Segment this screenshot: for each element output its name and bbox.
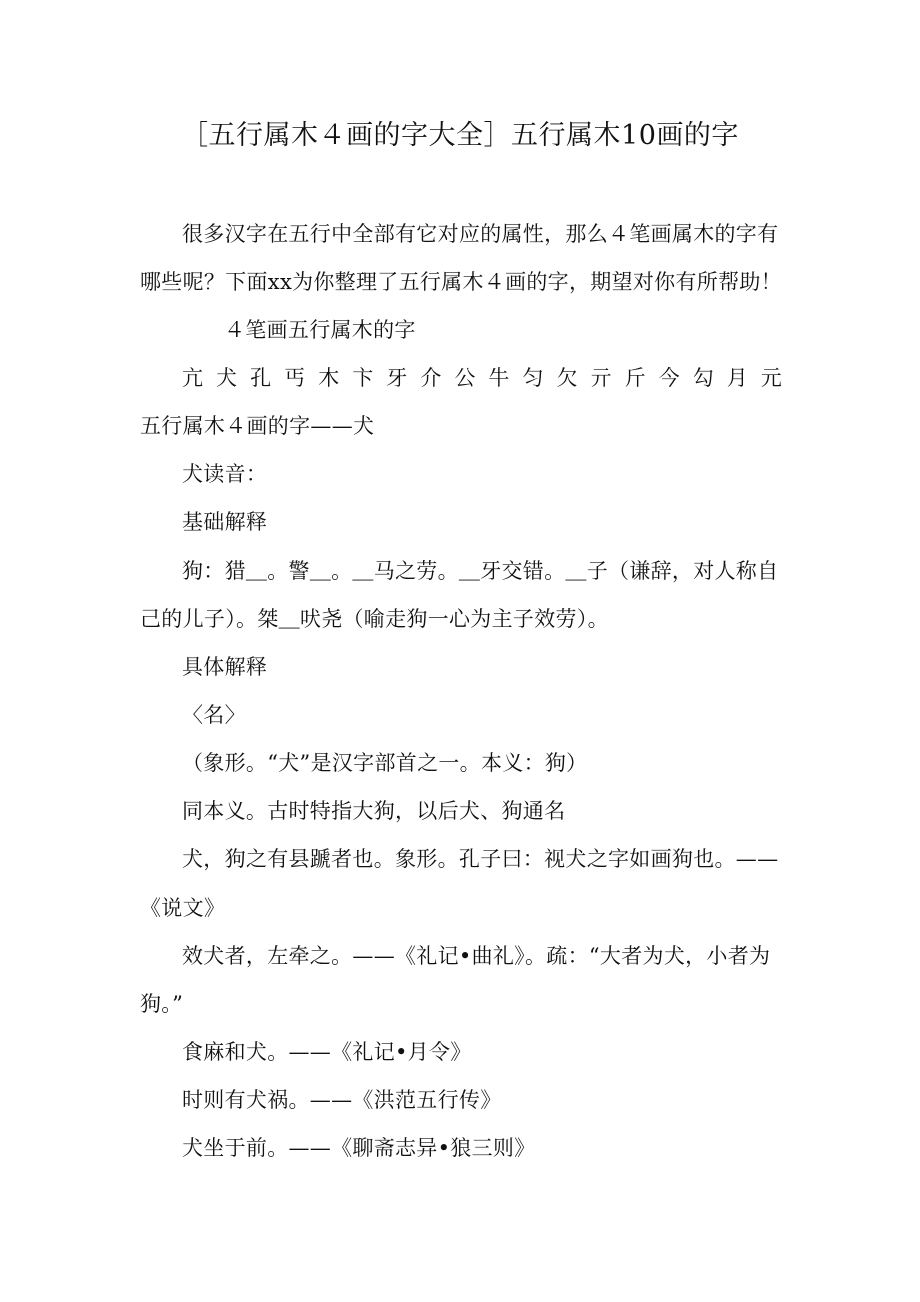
- char-list: [182, 363, 782, 393]
- subheading: 五行属木４画的字——犬: [140, 414, 375, 438]
- pronunciation-label: 犬读音：: [182, 462, 268, 486]
- section-heading: ４笔画五行属木的字: [224, 318, 416, 342]
- detail-line: 狗。”: [140, 992, 184, 1016]
- char-item: 木: [318, 366, 340, 390]
- document-title: ［五行属木４画的字大全］五行属木10画的字: [181, 120, 739, 151]
- detail-line: 食麻和犬。——《礼记•月令》: [182, 1040, 472, 1064]
- part-of-speech: 〈名〉: [182, 703, 246, 727]
- char-item: 公: [454, 366, 476, 390]
- detail-line: 效犬者，左牵之。——《礼记•曲礼》。疏：“大者为犬，小者为: [182, 944, 771, 968]
- char-item: 月: [726, 366, 748, 390]
- detail-label: 具体解释: [182, 655, 268, 679]
- char-item: 匀: [522, 366, 544, 390]
- intro-line-2: 哪些呢？下面xx为你整理了五行属木４画的字，期望对你有所帮助！: [140, 270, 782, 294]
- char-item: 卞: [352, 366, 374, 390]
- char-item: 孔: [250, 366, 272, 390]
- detail-line: 犬坐于前。——《聊斋志异•狼三则》: [182, 1136, 536, 1160]
- char-item: 犬: [216, 366, 238, 390]
- char-item: 介: [420, 366, 442, 390]
- char-item: 亢: [182, 366, 203, 390]
- basic-label: 基础解释: [182, 510, 268, 534]
- detail-line: 同本义。古时特指大狗，以后犬、狗通名: [182, 799, 566, 823]
- detail-line: （象形。“犬”是汉字部首之一。本义：狗）: [182, 751, 588, 775]
- detail-line: 《说文》: [140, 896, 226, 920]
- detail-line: 犬，狗之有县蹏者也。象形。孔子曰：视犬之字如画狗也。——: [182, 847, 779, 871]
- char-item: 欠: [556, 366, 578, 390]
- basic-line-2: 己的儿子）。桀＿吠尧（喻走狗一心为主子效劳）。: [140, 607, 609, 631]
- basic-line-1: 狗：猎＿。警＿。＿马之劳。＿牙交错。＿子（谦辞，对人称自: [182, 559, 779, 583]
- char-item: 斤: [624, 366, 646, 390]
- char-item: 牙: [386, 366, 408, 390]
- char-item: 牛: [488, 366, 510, 390]
- char-item: 今: [658, 366, 680, 390]
- char-item: 元: [760, 366, 782, 390]
- char-item: 丐: [284, 366, 306, 390]
- char-item: 勾: [692, 366, 714, 390]
- char-item: 亓: [590, 366, 612, 390]
- detail-line: 时则有犬祸。——《洪范五行传》: [182, 1088, 502, 1112]
- intro-line-1: 很多汉字在五行中全部有它对应的属性，那么４笔画属木的字有: [182, 222, 779, 246]
